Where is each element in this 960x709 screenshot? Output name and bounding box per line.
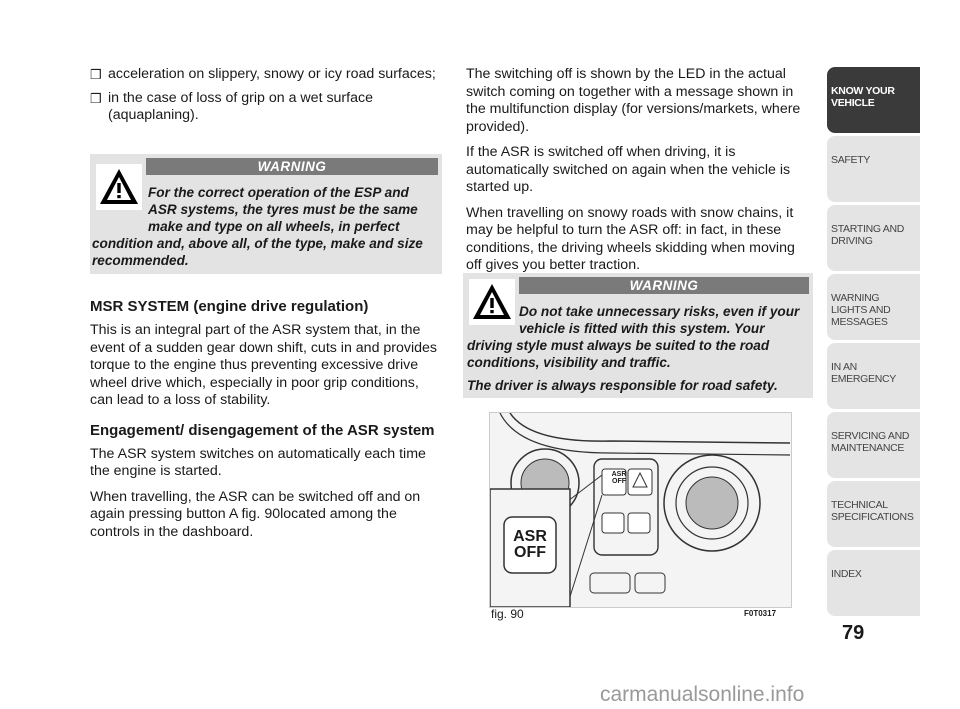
tab-starting-and-driving[interactable]: STARTING AND DRIVING — [827, 205, 920, 271]
tab-in-an-emergency[interactable]: IN AN EMERGENCY — [827, 343, 920, 409]
right-column — [466, 66, 812, 283]
tab-safety[interactable]: SAFETY — [827, 136, 920, 202]
paragraph-auto-on: If the ASR is switched off when driving, it is automatically switched on again when the vehicle is started up. — [466, 144, 791, 195]
asr-off-button: ASR OFF — [513, 528, 547, 561]
bullet-item: ❒ in the case of loss of grip on a wet surface (aquaplaning). — [90, 89, 373, 123]
engagement-text-1: The ASR system switches on automatically each time the engine is started. — [90, 445, 426, 479]
page-number: 79 — [842, 622, 865, 644]
warning-text: Do not take unnecessary risks, even if your vehicle is fitted with this system. Your driving style must always be suited to the road conditions, visibility and traffic. The driver is always responsible for road safety. — [467, 304, 800, 393]
engagement-text-2: When travelling, the ASR can be switched off and on again pressing button A fig. 90located among the controls in the dashboard. — [90, 488, 421, 540]
checkbox-bullet-icon: ❒ — [90, 90, 102, 106]
paragraph-snow: When travelling on snowy roads with snow chains, it may be helpful to turn the ASR off: in fact, in these conditions, the driving wheels skidding when moving off gives you better traction. — [466, 204, 795, 273]
watermark: carmanualsonline.info — [600, 683, 805, 706]
warning-title: WARNING — [519, 277, 809, 294]
warning-box-2 — [463, 273, 813, 398]
engagement-heading: Engagement/ disengagement of the ASR system — [90, 421, 435, 439]
tab-know-your-vehicle[interactable]: KNOW YOUR VEHICLE — [827, 67, 920, 133]
warning-text: For the correct operation of the ESP and ASR systems, the tyres must be the same make and type on all wheels, in perfect condition and, above all, of the type, make and size recommended. — [92, 185, 423, 268]
checkbox-bullet-icon: ❒ — [90, 67, 102, 82]
tab-servicing[interactable]: SERVICING AND MAINTENANCE — [827, 412, 920, 478]
tab-technical-specifications[interactable]: TECHNICAL SPECIFICATIONS — [827, 481, 920, 547]
figure-caption: fig. 90 — [491, 607, 524, 621]
tab-warning-lights[interactable]: WARNING LIGHTS AND MESSAGES — [827, 274, 920, 340]
small-asr-off-label: ASR OFF — [611, 471, 627, 485]
paragraph-switch-off: The switching off is shown by the LED in the actual switch coming on together with a message shown in the multifunction display (for versions/markets, where provided). — [466, 66, 801, 135]
msr-heading: MSR SYSTEM (engine drive regulation) — [90, 298, 369, 315]
warning-title: WARNING — [146, 158, 438, 175]
left-column-lower — [90, 298, 440, 549]
figure-code: F0T0317 — [744, 609, 777, 618]
left-column — [90, 66, 440, 131]
dashboard-figure — [489, 412, 792, 608]
warning-box-1 — [90, 154, 442, 274]
bullet-item: ❒ acceleration on slippery, snowy or icy road surfaces; — [90, 66, 436, 82]
tab-index[interactable]: INDEX — [827, 550, 920, 616]
msr-text: This is an integral part of the ASR system that, in the event of a sudden gear down shift, cuts in and provides torque to the engine thus preventing excessive drive wheel drive which, especially in poor grip conditions, can lead to a loss of stability. — [90, 322, 438, 408]
